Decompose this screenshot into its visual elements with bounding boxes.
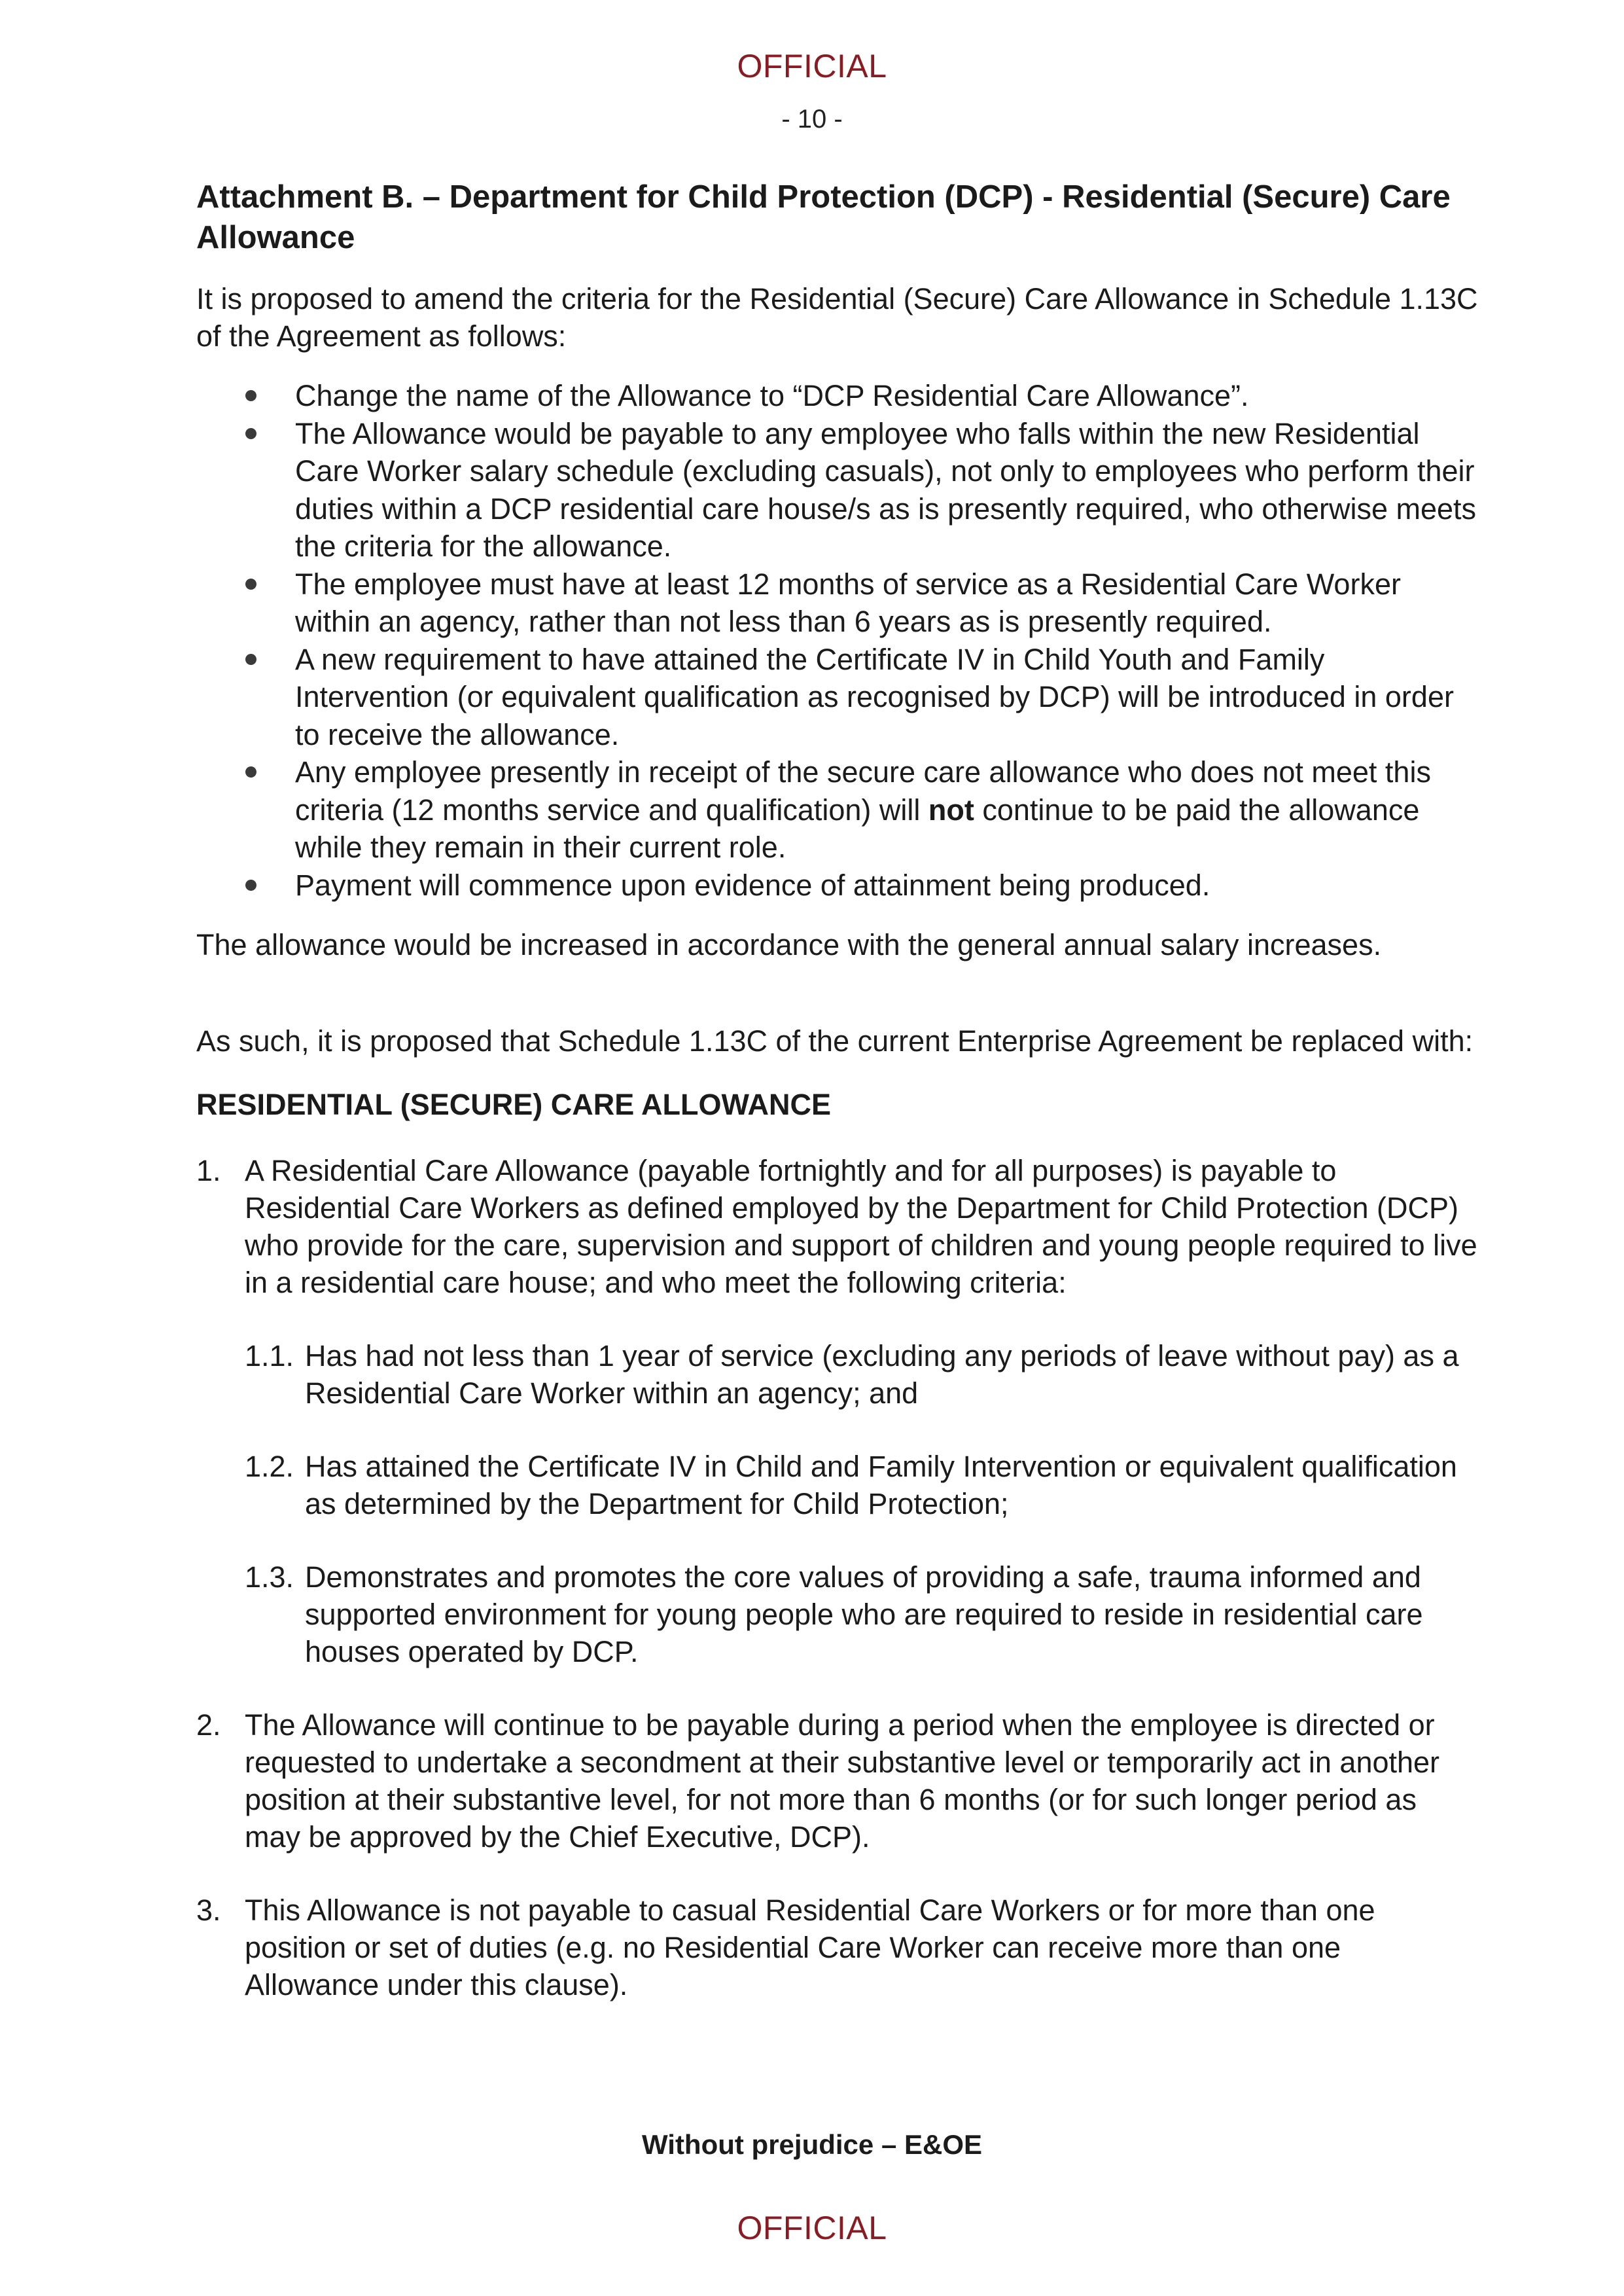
clause-1: 1. A Residential Care Allowance (payable fortnightly and for all purposes) is payable to Residential Care Workers as defined employed by the Department for Child Protection (DCP) who provide for the care, supervision and support of children and young people required to live in a residential care house; and who meet the following criteria: bbox=[196, 1154, 1477, 1299]
clause-2: 2. The Allowance will continue to be payable during a period when the employee is directed or requested to undertake a secondment at their substantive level or temporarily act in another position at their substantive level, for not more than 6 months (or for such longer period as may be approved by the Chief Executive, DCP). bbox=[196, 1708, 1440, 1854]
replacement-note: As such, it is proposed that Schedule 1.13C of the current Enterprise Agreement be replaced with: bbox=[196, 1024, 1474, 1058]
bullet-icon bbox=[245, 579, 256, 590]
schedule-title: RESIDENTIAL (SECURE) CARE ALLOWANCE bbox=[196, 1088, 832, 1121]
subclause-1-3: 1.3. Demonstrates and promotes the core values of providing a safe, trauma informed and supported environment for young people who are required to reside in residential care houses operated by DCP. bbox=[245, 1560, 1423, 1668]
bullet-icon bbox=[245, 654, 256, 665]
classification-footer: OFFICIAL bbox=[737, 2210, 887, 2246]
footer-note: Without prejudice – E&OE bbox=[642, 2129, 982, 2160]
clause-3: 3. This Allowance is not payable to casual Residential Care Workers or for more than one position or set of duties (e.g. no Residential Care Worker can receive more than one Allowance under this clause). bbox=[196, 1893, 1375, 2001]
list-item: Payment will commence upon evidence of attainment being produced. bbox=[196, 867, 1479, 905]
document-body bbox=[196, 177, 1479, 2003]
list-item: A new requirement to have attained the Certificate IV in Child Youth and Family Intervention (or equivalent qualification as recognised by DCP) will be introduced in order to receive the allowance. bbox=[196, 641, 1479, 754]
bullet-icon bbox=[245, 428, 256, 439]
subclause-1-2: 1.2. Has attained the Certificate IV in Child and Family Intervention or equivalent qualification as determined by the Department for Child Protection; bbox=[245, 1450, 1457, 1520]
emphasis-not: not bbox=[928, 793, 974, 827]
attachment-heading: Attachment B. – Department for Child Protection (DCP) - Residential (Secure) Care Allowance bbox=[196, 179, 1451, 255]
page-number: - 10 - bbox=[781, 105, 843, 134]
subclause-1-1: 1.1. Has had not less than 1 year of service (excluding any periods of leave without pay) as a Residential Care Worker within an agency; and bbox=[245, 1339, 1459, 1410]
increase-note: The allowance would be increased in accordance with the general annual salary increases. bbox=[196, 928, 1382, 961]
list-item: The employee must have at least 12 months of service as a Residential Care Worker within an agency, rather than not less than 6 years as is presently required. bbox=[196, 565, 1479, 641]
list-item: Change the name of the Allowance to “DCP Residential Care Allowance”. bbox=[196, 377, 1479, 415]
classification-header: OFFICIAL bbox=[737, 48, 887, 84]
bullet-icon bbox=[245, 880, 256, 891]
intro-paragraph: It is proposed to amend the criteria for the Residential (Secure) Care Allowance in Schedule 1.13C of the Agreement as follows: bbox=[196, 282, 1478, 353]
bullet-icon bbox=[245, 390, 256, 401]
list-item: Any employee presently in receipt of the secure care allowance who does not meet this criteria (12 months service and qualification) will not continue to be paid the allowance while they remain in their current role. bbox=[196, 753, 1479, 867]
bullet-icon bbox=[245, 766, 256, 778]
list-item: The Allowance would be payable to any employee who falls within the new Residential Care Worker salary schedule (excluding casuals), not only to employees who perform their duties within a DCP residential care house/s as is presently required, who otherwise meets the criteria for the allowance. bbox=[196, 415, 1479, 565]
amendment-list bbox=[196, 377, 1479, 904]
